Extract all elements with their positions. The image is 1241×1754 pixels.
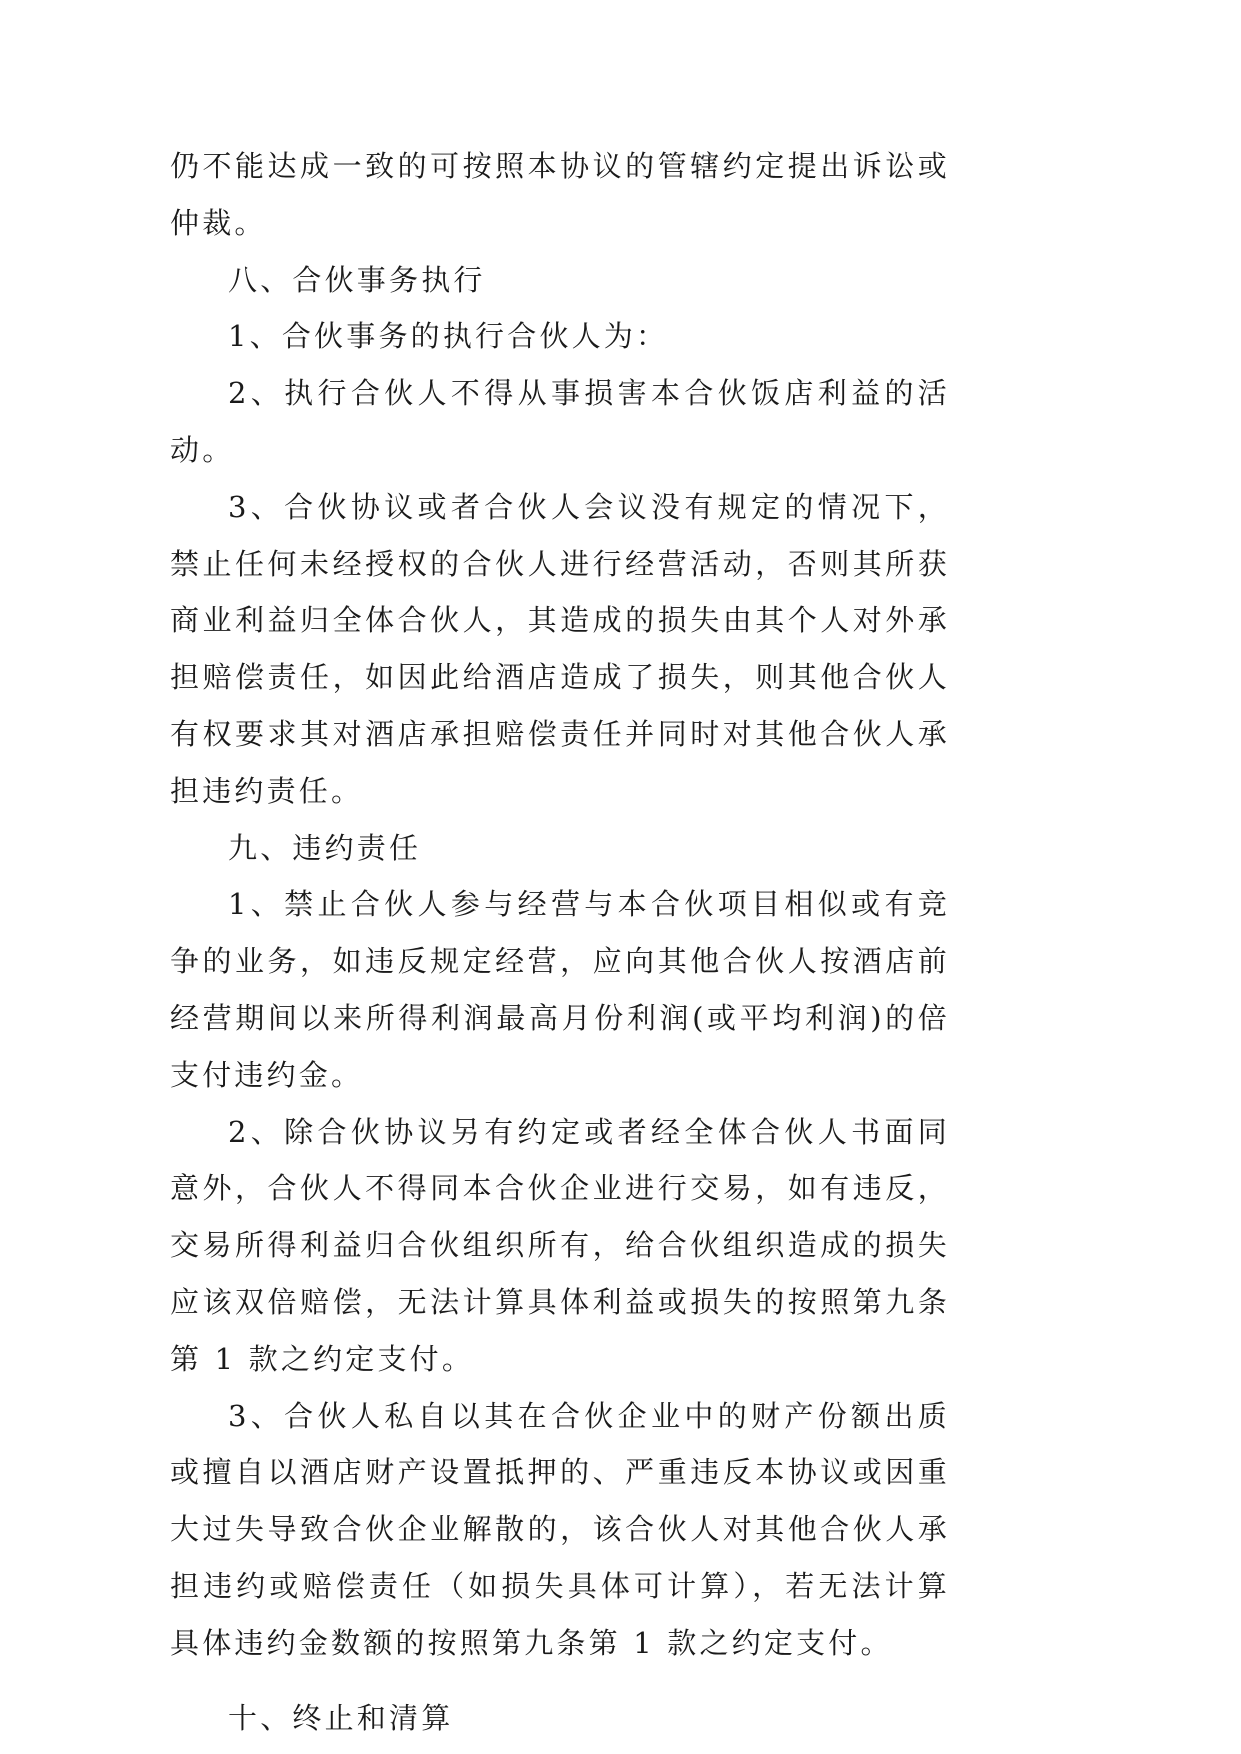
section-heading-9: 九、违约责任 bbox=[228, 830, 422, 865]
document-body bbox=[170, 138, 950, 1746]
clause-8-3: 3、合伙协议或者合伙人会议没有规定的情况下，禁止任何未经授权的合伙人进行经营活动，否则其所获商业利益归全体合伙人，其造成的损失由其个人对外承担赔偿责任，如因此给酒店造成了损失，则其他合伙人有权要求其对酒店承担赔偿责任并同时对其他合伙人承担违约责任。 bbox=[170, 489, 950, 808]
clause-9-2: 2、除合伙协议另有约定或者经全体合伙人书面同意外，合伙人不得同本合伙企业进行交易，如有违反，交易所得利益归合伙组织所有，给合伙组织造成的损失应该双倍赔偿，无法计算具体利益或损失的按照第九条第 1 款之约定支付。 bbox=[170, 1114, 950, 1376]
clause-8-2: 2、执行合伙人不得从事损害本合伙饭店利益的活动。 bbox=[170, 376, 950, 467]
section-heading-10: 十、终止和清算 bbox=[228, 1700, 454, 1735]
clause-8-1: 1、合伙事务的执行合伙人为： bbox=[228, 319, 669, 354]
clause-9-1: 1、禁止合伙人参与经营与本合伙项目相似或有竞争的业务，如违反规定经营，应向其他合伙人按酒店前经营期间以来所得利润最高月份利润(或平均利润)的倍支付违约金。 bbox=[170, 887, 950, 1092]
paragraph-continued: 仍不能达成一致的可按照本协议的管辖约定提出诉讼或仲裁。 bbox=[170, 149, 950, 240]
section-heading-8: 八、合伙事务执行 bbox=[228, 262, 486, 297]
paragraph-spacer bbox=[170, 1672, 950, 1690]
clause-9-3: 3、合伙人私自以其在合伙企业中的财产份额出质或擅自以酒店财产设置抵押的、严重违反本协议或因重大过失导致合伙企业解散的，该合伙人对其他合伙人承担违约或赔偿责任（如损失具体可计算），若无法计算具体违约金数额的按照第九条第 1 款之约定支付。 bbox=[170, 1398, 950, 1660]
